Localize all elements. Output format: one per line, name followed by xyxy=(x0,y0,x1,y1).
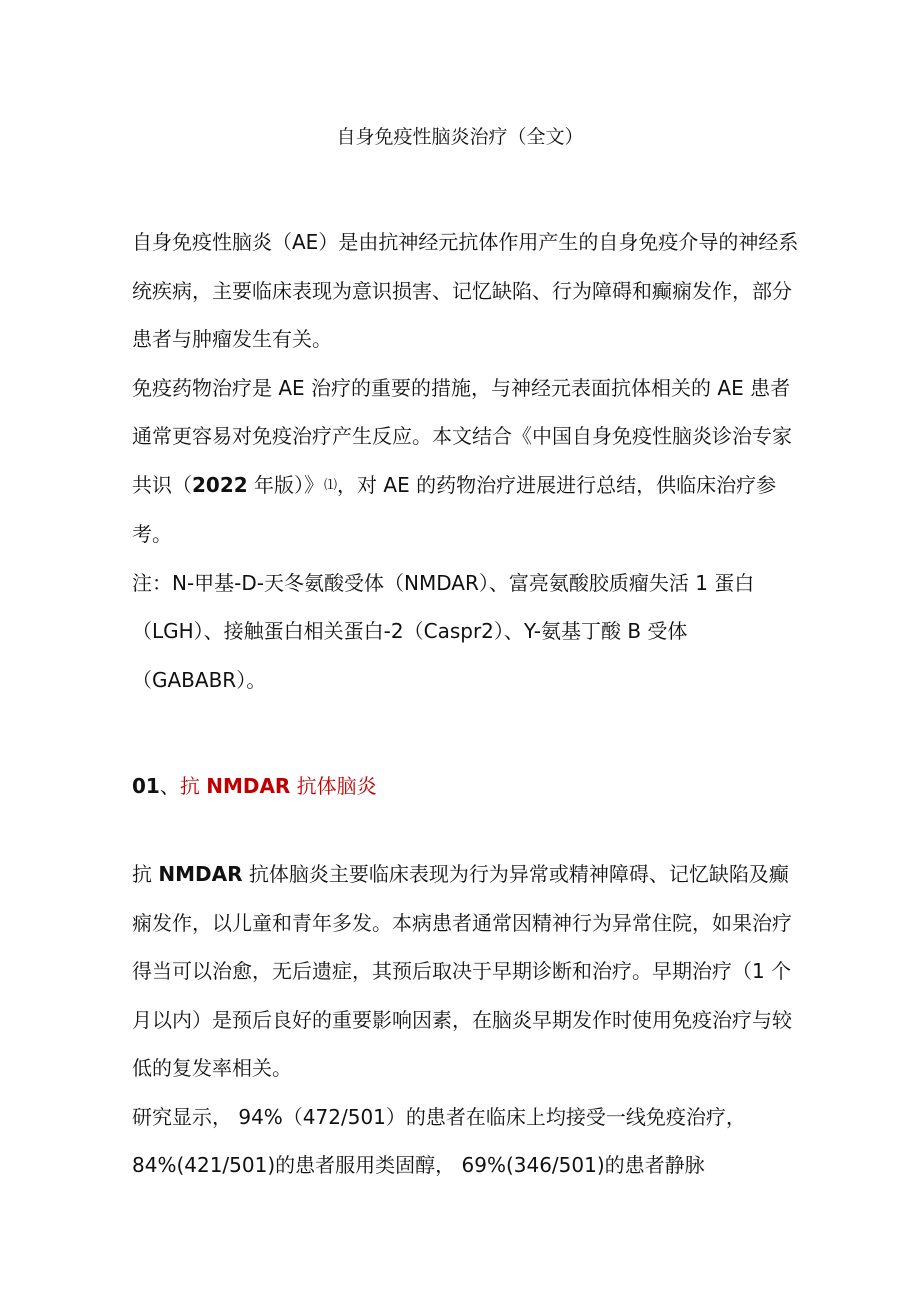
intro-p2-text-a: 免疫药物治疗是 AE 治疗的重要的措施，与神经元表面抗体相关的 AE 患者通常更容易对免疫治疗产生反应。本文结合《中国自身免疫性脑炎诊治专家共识（ xyxy=(132,375,792,497)
section-title-bold: NMDAR xyxy=(206,774,291,798)
section-title xyxy=(180,774,377,798)
section-title-part1: 抗 xyxy=(179,774,207,798)
section1-body xyxy=(132,850,802,1190)
section1-p2-line1: 研究显示， 94%（472/501）的患者在临床上均接受一线免疫治疗， xyxy=(132,1104,746,1129)
intro-block xyxy=(132,218,802,704)
section1-p2-line2: 84%(421/501)的患者服用类固醇， 69%(346/501)的患者静脉 xyxy=(132,1153,705,1177)
intro-p2-text-c: ，对 AE 的药物治疗进展进行总结，供临床治疗参考。 xyxy=(132,472,777,546)
section-title-part2: 抗体脑炎 xyxy=(290,774,377,798)
section-separator: 、 xyxy=(159,774,180,798)
section1-p1-rest: 抗体脑炎主要临床表现为行为异常或精神障碍、记忆缺陷及癫痫发作，以儿童和青年多发。本病患者通常因精神行为异常住院，如果治疗得当可以治愈，无后遗症，其预后取决于早期诊断和治疗。早期治疗（1 个月以内）是预后良好的重要影响因素，在脑炎早期发作时使用免疫治疗与较低的复发率相关。 xyxy=(132,862,792,1080)
intro-paragraph-2 xyxy=(132,364,802,559)
abbreviation-note: 注：N-甲基-D-天冬氨酸受体（NMDAR）、富亮氨酸胶质瘤失活 1 蛋白（LGH）、接触蛋白相关蛋白-2（Caspr2）、Y-氨基丁酸 B 受体（GABABR）。 xyxy=(132,570,755,692)
section1-p1-bold: NMDAR xyxy=(158,862,243,886)
document-title: 自身免疫性脑炎治疗（全文） xyxy=(336,126,584,148)
section1-paragraph-1 xyxy=(132,850,802,1093)
intro-p2-text-b: 年版）》 xyxy=(247,472,325,497)
section-number: 01 xyxy=(132,774,160,798)
intro-paragraph-1: 自身免疫性脑炎（AE）是由抗神经元抗体作用产生的自身免疫介导的神经系统疾病，主要临床表现为意识损害、记忆缺陷、行为障碍和癫痫发作，部分患者与肿瘤发生有关。 xyxy=(132,230,799,351)
section-heading-nmdar xyxy=(132,772,377,800)
section1-p1-lead: 抗 xyxy=(132,862,159,886)
section1-paragraph-2 xyxy=(132,1093,802,1190)
intro-p2-year: 2022 xyxy=(192,472,248,497)
citation-marker: ⑴ xyxy=(324,477,338,493)
